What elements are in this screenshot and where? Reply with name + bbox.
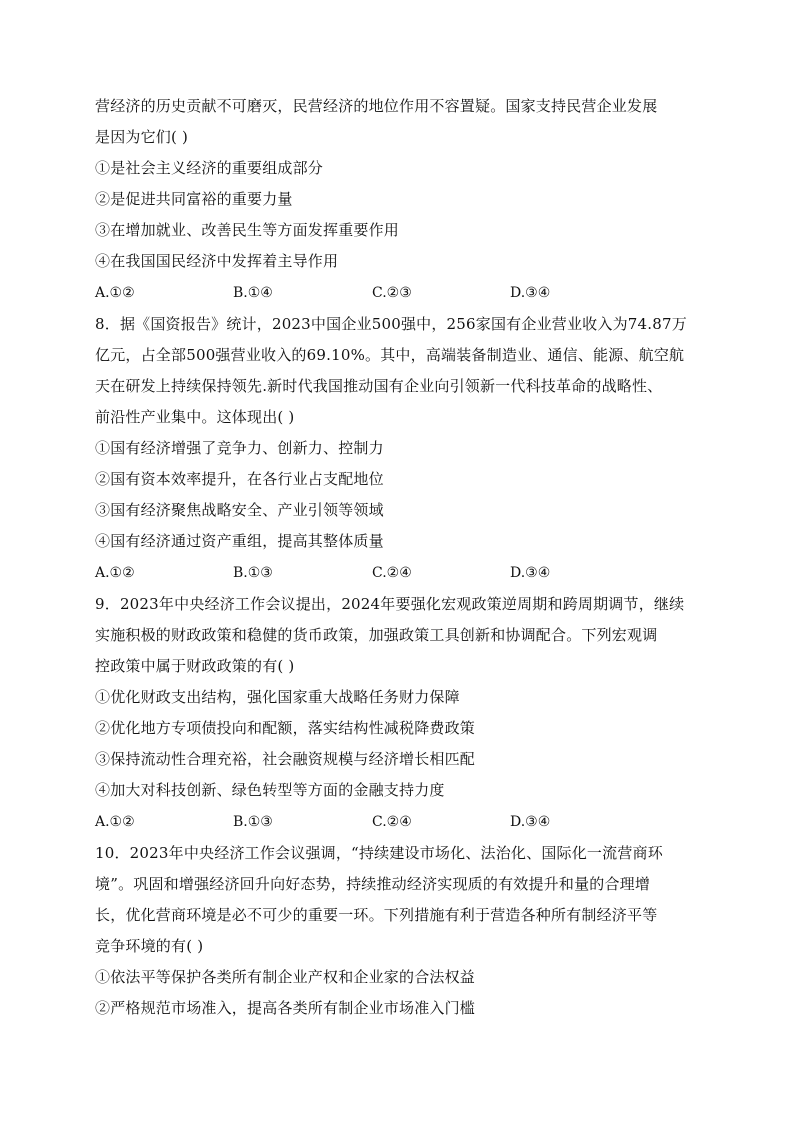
- q7-option-a: A.①②: [95, 285, 135, 301]
- q8-statement-4: ④国有经济通过资产重组，提高其整体质量: [95, 532, 384, 550]
- q7-option-d: D.③④: [510, 285, 551, 301]
- q9-option-c: C.②④: [372, 814, 412, 830]
- q7-option-c: C.②③: [372, 285, 412, 301]
- q10-statement-2: ②严格规范市场准入，提高各类所有制企业市场准入门槛: [95, 999, 476, 1017]
- q10-stem-line-2: 境”。巩固和增强经济回升向好态势，持续推动经济实现质的有效提升和量的合理增: [95, 875, 651, 893]
- q9-statement-4: ④加大对科技创新、绿色转型等方面的金融支持力度: [95, 781, 445, 799]
- q9-option-a: A.①②: [95, 814, 135, 830]
- q7-statement-2: ②是促进共同富裕的重要力量: [95, 190, 293, 208]
- q8-stem-line-1: 8．据《国资报告》统计，2023中国企业500强中，256家国有企业营业收入为74.87万: [95, 315, 687, 333]
- q8-option-c: C.②④: [372, 565, 412, 581]
- q10-statement-1: ①依法平等保护各类所有制企业产权和企业家的合法权益: [95, 968, 476, 986]
- q8-stem-line-4: 前沿性产业集中。这体现出( ): [95, 408, 295, 426]
- q10-stem-line-4: 竞争环境的有( ): [95, 937, 204, 955]
- q7-stem-line-1: 营经济的历史贡献不可磨灭，民营经济的地位作用不容置疑。国家支持民营企业发展: [95, 97, 658, 115]
- q8-statement-1: ①国有经济增强了竞争力、创新力、控制力: [95, 439, 384, 457]
- q9-statement-2: ②优化地方专项债投向和配额，落实结构性减税降费政策: [95, 719, 476, 737]
- q8-statement-2: ②国有资本效率提升，在各行业占支配地位: [95, 470, 384, 488]
- q9-option-b: B.①③: [233, 814, 273, 830]
- q8-option-a: A.①②: [95, 565, 135, 581]
- q7-statement-4: ④在我国国民经济中发挥着主导作用: [95, 252, 339, 270]
- q9-option-d: D.③④: [510, 814, 551, 830]
- q9-stem-line-1: 9．2023年中央经济工作会议提出，2024年要强化宏观政策逆周期和跨周期调节，继续: [95, 595, 685, 613]
- q9-statement-1: ①优化财政支出结构，强化国家重大战略任务财力保障: [95, 688, 460, 706]
- q7-stem-line-2: 是因为它们( ): [95, 128, 189, 146]
- q8-stem-line-2: 亿元，占全部500强营业收入的69.10%。其中，高端装备制造业、通信、能源、航空航: [95, 346, 685, 364]
- q10-stem-line-3: 长，优化营商环境是必不可少的重要一环。下列措施有利于营造各种所有制经济平等: [95, 906, 658, 924]
- q9-stem-line-2: 实施积极的财政政策和稳健的货币政策，加强政策工具创新和协调配合。下列宏观调: [95, 626, 658, 644]
- q8-option-b: B.①③: [233, 565, 273, 581]
- q9-stem-line-3: 控政策中属于财政政策的有( ): [95, 657, 295, 675]
- q7-option-b: B.①④: [233, 285, 273, 301]
- q7-statement-3: ③在增加就业、改善民生等方面发挥重要作用: [95, 221, 400, 239]
- q9-statement-3: ③保持流动性合理充裕，社会融资规模与经济增长相匹配: [95, 750, 476, 768]
- q8-stem-line-3: 天在研发上持续保持领先.新时代我国推动国有企业向引领新一代科技革命的战略性、: [95, 377, 663, 395]
- q10-stem-line-1: 10．2023年中央经济工作会议强调，“持续建设市场化、法治化、国际化一流营商环: [95, 844, 663, 862]
- q8-option-d: D.③④: [510, 565, 551, 581]
- q7-statement-1: ①是社会主义经济的重要组成部分: [95, 159, 324, 177]
- q8-statement-3: ③国有经济聚焦战略安全、产业引领等领域: [95, 501, 384, 519]
